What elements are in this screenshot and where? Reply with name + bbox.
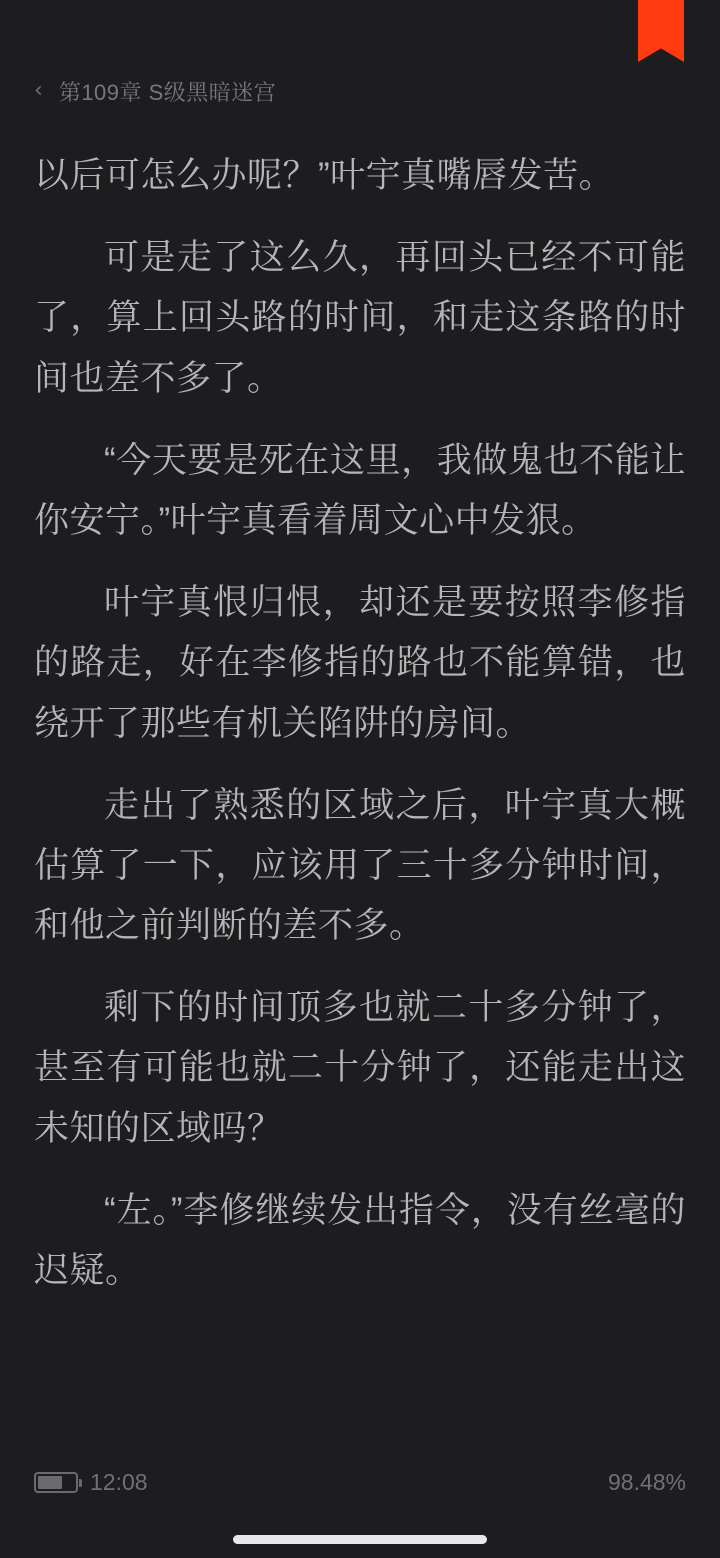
paragraph: 叶宇真恨归恨，却还是要按照李修指的路走，好在李修指的路也不能算错，也绕开了那些有机关陷阱的房间。 — [34, 583, 686, 743]
chevron-left-icon[interactable]: ‹ — [34, 78, 43, 103]
chapter-header — [0, 70, 720, 112]
paragraph: 以后可怎么办呢？”叶宇真嘴唇发苦。 — [34, 156, 615, 195]
paragraph: “左。”李修继续发出指令，没有丝毫的迟疑。 — [34, 1190, 686, 1290]
reader-status-bar — [0, 1462, 720, 1502]
clock-label: 12:08 — [90, 1468, 148, 1495]
status-left — [34, 1469, 148, 1496]
reader-content[interactable] — [0, 146, 720, 1438]
paragraph: 可是走了这么久，再回头已经不可能了，算上回头路的时间，和走这条路的时间也差不多了。 — [34, 238, 686, 398]
home-indicator[interactable] — [233, 1535, 487, 1544]
paragraph: 剩下的时间顶多也就二十多分钟了，甚至有可能也就二十分钟了，还能走出这未知的区域吗？ — [34, 988, 686, 1148]
reading-progress-label: 98.48% — [607, 1468, 686, 1495]
bookmark-icon[interactable] — [638, 0, 684, 62]
paragraph: “今天要是死在这里，我做鬼也不能让你安宁。”叶宇真看着周文心中发狠。 — [34, 440, 686, 540]
chapter-title: 第109章 S级黑暗迷宫 — [58, 79, 277, 105]
paragraph: 走出了熟悉的区域之后，叶宇真大概估算了一下，应该用了三十多分钟时间，和他之前判断的差不多。 — [34, 785, 686, 946]
battery-icon — [34, 1472, 78, 1493]
battery-fill — [38, 1476, 62, 1489]
